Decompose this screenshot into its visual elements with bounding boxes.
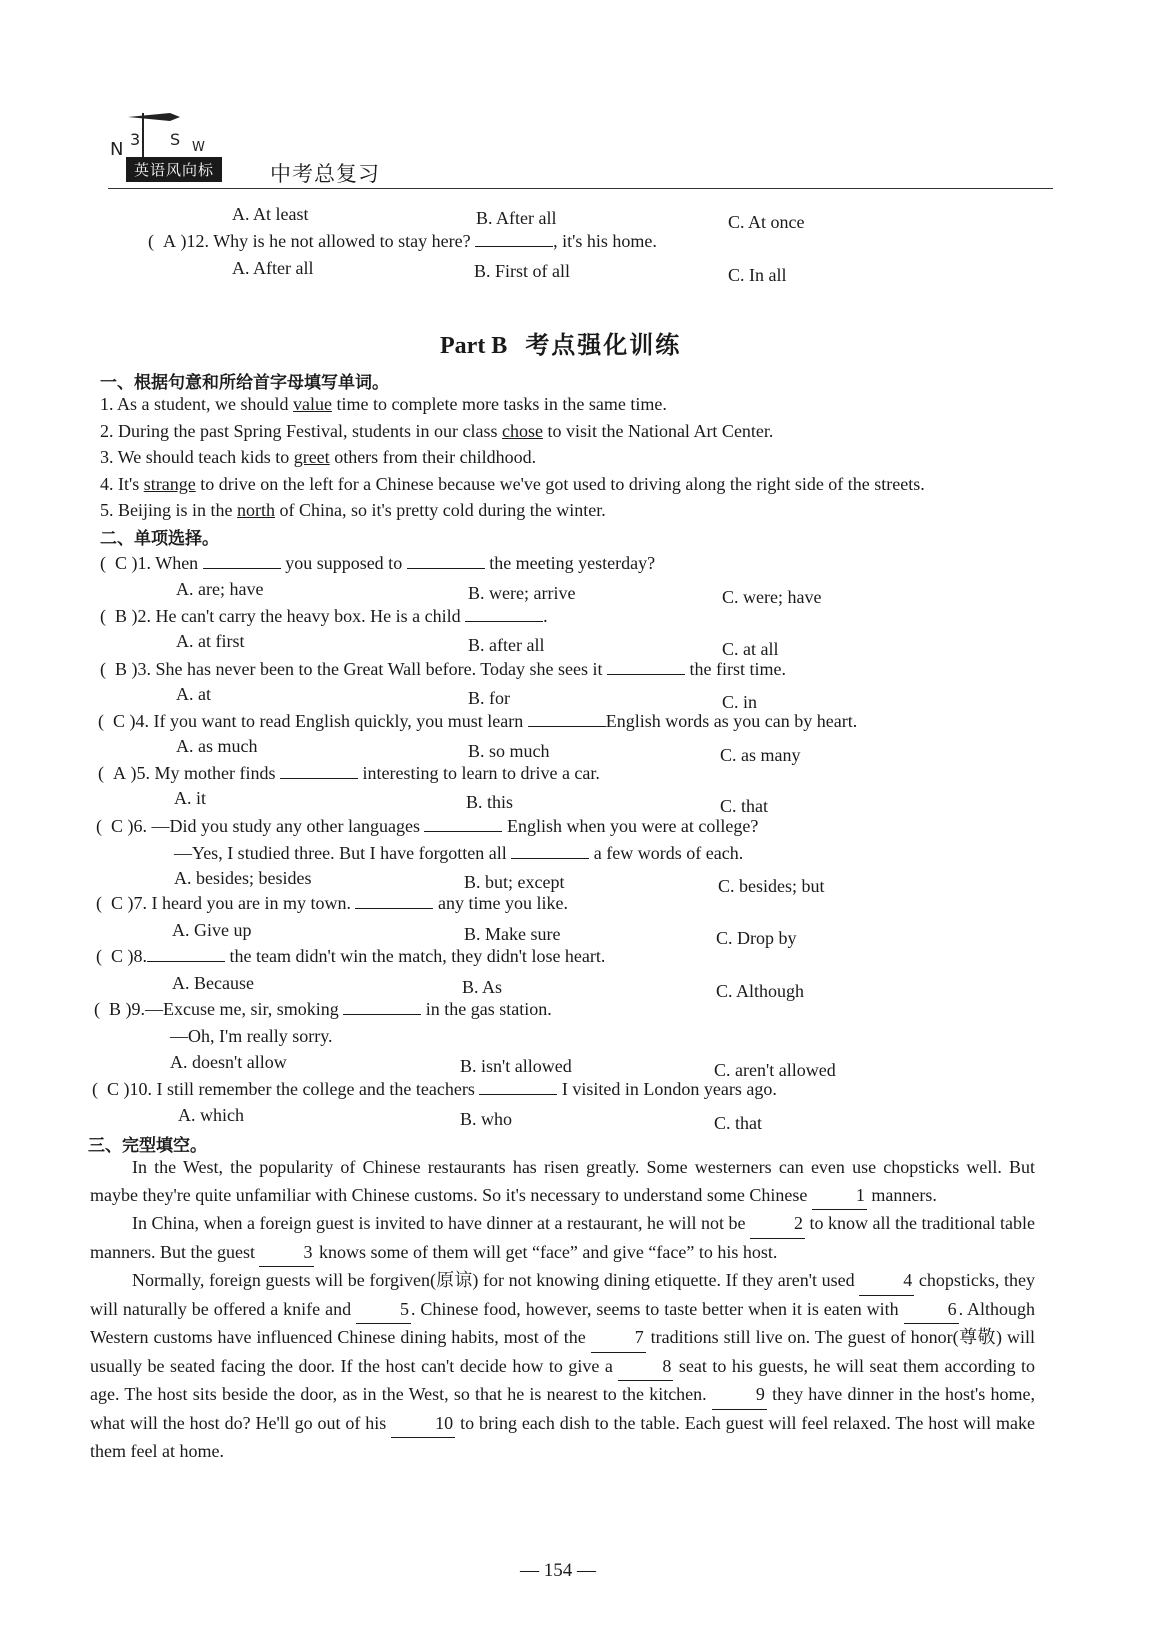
- cloze-blank-7: 7: [591, 1324, 646, 1353]
- cloze-paragraph-2: In China, when a foreign guest is invited to have dinner at a restaurant, he will not be 2 to know all the traditional table manners. But the guest 3 knows some of them will get “face” and give “face” to his host.: [90, 1210, 1035, 1267]
- header-subtitle: 中考总复习: [270, 162, 380, 186]
- section3-heading: 三、完型填空。: [88, 1136, 207, 1156]
- mc-answer-9: B: [109, 999, 122, 1019]
- s1-item-3: 3. We should teach kids to greet others from their childhood.: [100, 447, 537, 467]
- q12-num: 12.: [186, 231, 209, 251]
- cloze-blank-5: 5: [356, 1296, 411, 1325]
- mc-question-7: ( C )7. I heard you are in my town. any time you like.: [96, 893, 568, 913]
- cloze-blank-10: 10: [391, 1410, 455, 1439]
- part-title-cn: 考点强化训练: [525, 331, 682, 359]
- mc-7-option-b: B. Make sure: [464, 924, 561, 944]
- q12-answer: A: [163, 231, 176, 251]
- section1-heading: 一、根据句意和所给首字母填写单词。: [100, 373, 389, 393]
- s1-answer-3: greet: [293, 447, 330, 467]
- mc-3-option-c: C. in: [722, 692, 758, 712]
- mc-9-line2: —Oh, I'm really sorry.: [170, 1026, 333, 1046]
- mc-6-option-b: B. but; except: [464, 872, 565, 892]
- cloze-blank-6: 6: [904, 1296, 959, 1325]
- q11-option-c: C. At once: [728, 212, 805, 232]
- s1-item-2: 2. During the past Spring Festival, students in our class chose to visit the National Art Center.: [100, 421, 774, 441]
- mc-1-option-b: B. were; arrive: [468, 583, 576, 603]
- mc-answer-7: C: [111, 893, 124, 913]
- mc-4-option-a: A. as much: [176, 736, 258, 756]
- cloze-paragraph-1: In the West, the popularity of Chinese restaurants has risen greatly. Some westerners can even use chopsticks well. But maybe they're quite unfamiliar with Chinese customs. So it's necessary to understand some Chinese 1 manners.: [90, 1154, 1035, 1210]
- mc-question-3: ( B )3. She has never been to the Great Wall before. Today she sees it the first time.: [100, 659, 786, 679]
- mc-answer-3: B: [115, 659, 128, 679]
- page-number: — 154 —: [520, 1560, 596, 1581]
- mc-3-option-a: A. at: [176, 684, 211, 704]
- mc-question-10: ( C )10. I still remember the college and the teachers I visited in London years ago.: [92, 1079, 777, 1099]
- q12-option-a: A. After all: [232, 258, 314, 278]
- q11-option-b: B. After all: [476, 208, 557, 228]
- s1-item-1: 1. As a student, we should value time to complete more tasks in the same time.: [100, 394, 667, 414]
- mc-question-5: ( A )5. My mother finds interesting to learn to drive a car.: [98, 763, 600, 783]
- mc-10-option-a: A. which: [178, 1105, 244, 1125]
- mc-6-line2: —Yes, I studied three. But I have forgotten all a few words of each.: [174, 843, 744, 863]
- header-logo: [108, 105, 248, 185]
- mc-8-option-b: B. As: [462, 977, 503, 997]
- mc-1-option-a: A. are; have: [176, 579, 264, 599]
- svg-text:3: 3: [130, 130, 141, 149]
- svg-text:S: S: [170, 130, 181, 149]
- mc-9-option-c: C. aren't allowed: [714, 1060, 836, 1080]
- mc-8-option-a: A. Because: [172, 973, 254, 993]
- cloze-blank-9: 9: [712, 1381, 767, 1410]
- s1-answer-2: chose: [501, 421, 543, 441]
- mc-3-option-b: B. for: [468, 688, 510, 708]
- mc-answer-2: B: [115, 606, 128, 626]
- mc-answer-1: C: [115, 553, 128, 573]
- mc-answer-8: C: [111, 946, 124, 966]
- cloze-blank-4: 4: [859, 1267, 914, 1296]
- q12-blank: [475, 230, 553, 247]
- mc-question-4: ( C )4. If you want to read English quickly, you must learn English words as you can by heart.: [98, 711, 858, 731]
- svg-text:W: W: [192, 140, 205, 155]
- s1-item-4: 4. It's strange to drive on the left for a Chinese because we've got used to driving along the right side of the streets.: [100, 474, 925, 494]
- mc-question-1: ( C )1. When you supposed to the meeting yesterday?: [100, 553, 656, 573]
- part-title: [440, 325, 681, 360]
- mc-5-option-c: C. that: [720, 796, 768, 816]
- mc-question-2: ( B )2. He can't carry the heavy box. He is a child .: [100, 606, 548, 626]
- s1-answer-1: value: [293, 394, 332, 414]
- mc-10-option-b: B. who: [460, 1109, 513, 1129]
- mc-question-9: ( B )9.—Excuse me, sir, smoking in the gas station.: [94, 999, 552, 1019]
- s1-answer-5: north: [237, 500, 275, 520]
- mc-2-option-a: A. at first: [176, 631, 245, 651]
- mc-9-option-b: B. isn't allowed: [460, 1056, 572, 1076]
- section2-heading: 二、单项选择。: [100, 529, 219, 549]
- q12-option-b: B. First of all: [474, 261, 571, 281]
- mc-answer-6: C: [111, 816, 124, 836]
- cloze-blank-2: 2: [750, 1210, 805, 1239]
- s1-answer-4: strange: [143, 474, 196, 494]
- header-rule: [108, 188, 1053, 189]
- mc-answer-5: A: [113, 763, 126, 783]
- mc-10-option-c: C. that: [714, 1113, 762, 1133]
- q11-option-a: A. At least: [232, 204, 309, 224]
- mc-4-option-b: B. so much: [468, 741, 550, 761]
- part-label: Part B: [440, 333, 508, 359]
- mc-9-option-a: A. doesn't allow: [170, 1052, 287, 1072]
- mc-6-option-c: C. besides; but: [718, 876, 825, 896]
- mc-4-option-c: C. as many: [720, 745, 801, 765]
- mc-7-option-c: C. Drop by: [716, 928, 797, 948]
- mc-answer-4: C: [113, 711, 126, 731]
- s1-item-5: 5. Beijing is in the north of China, so it's pretty cold during the winter.: [100, 500, 606, 520]
- cloze-paragraph-3: Normally, foreign guests will be forgiven(原谅) for not knowing dining etiquette. If they aren't used 4 chopsticks, they will naturally be offered a knife and 5 . Chinese food, however, seems to taste better when it is eaten with 6 . Although Western customs have influenced Chinese dining habits, most of the 7 traditions still live on. The guest of honor(尊敬) will usually be seated facing the door. If the host can't decide how to give a 8 seat to his guests, he will seat them according to age. The host sits beside the door, as in the West, so that he is nearest to the kitchen. 9 they have dinner in the host's home, what will the host do? He'll go out of his 10 to bring each dish to the table. Each guest will feel relaxed. The host will make them feel at home.: [90, 1267, 1035, 1466]
- cloze-passage: [90, 1154, 1035, 1466]
- mc-7-option-a: A. Give up: [172, 920, 252, 940]
- q12-option-c: C. In all: [728, 265, 787, 285]
- cloze-blank-1: 1: [812, 1182, 867, 1211]
- mc-8-option-c: C. Although: [716, 981, 805, 1001]
- mc-6-option-a: A. besides; besides: [174, 868, 312, 888]
- mc-1-option-c: C. were; have: [722, 587, 822, 607]
- mc-2-option-b: B. after all: [468, 635, 545, 655]
- weathervane-icon: [108, 105, 248, 161]
- q12-text: Why is he not allowed to stay here?: [213, 231, 471, 251]
- mc-question-8: ( C )8. the team didn't win the match, they didn't lose heart.: [96, 946, 606, 966]
- cloze-blank-8: 8: [618, 1353, 673, 1382]
- q12-line: ( A )12. Why is he not allowed to stay here? , it's his home.: [148, 231, 657, 251]
- logo-text: 英语风向标: [126, 157, 222, 182]
- svg-text:N: N: [110, 139, 124, 160]
- cloze-blank-3: 3: [259, 1239, 314, 1268]
- q12-text-after: , it's his home.: [553, 231, 657, 251]
- mc-answer-10: C: [107, 1079, 120, 1099]
- mc-5-option-a: A. it: [174, 788, 207, 808]
- mc-question-6: ( C )6. —Did you study any other languages English when you were at college?: [96, 816, 759, 836]
- mc-5-option-b: B. this: [466, 792, 514, 812]
- mc-2-option-c: C. at all: [722, 639, 779, 659]
